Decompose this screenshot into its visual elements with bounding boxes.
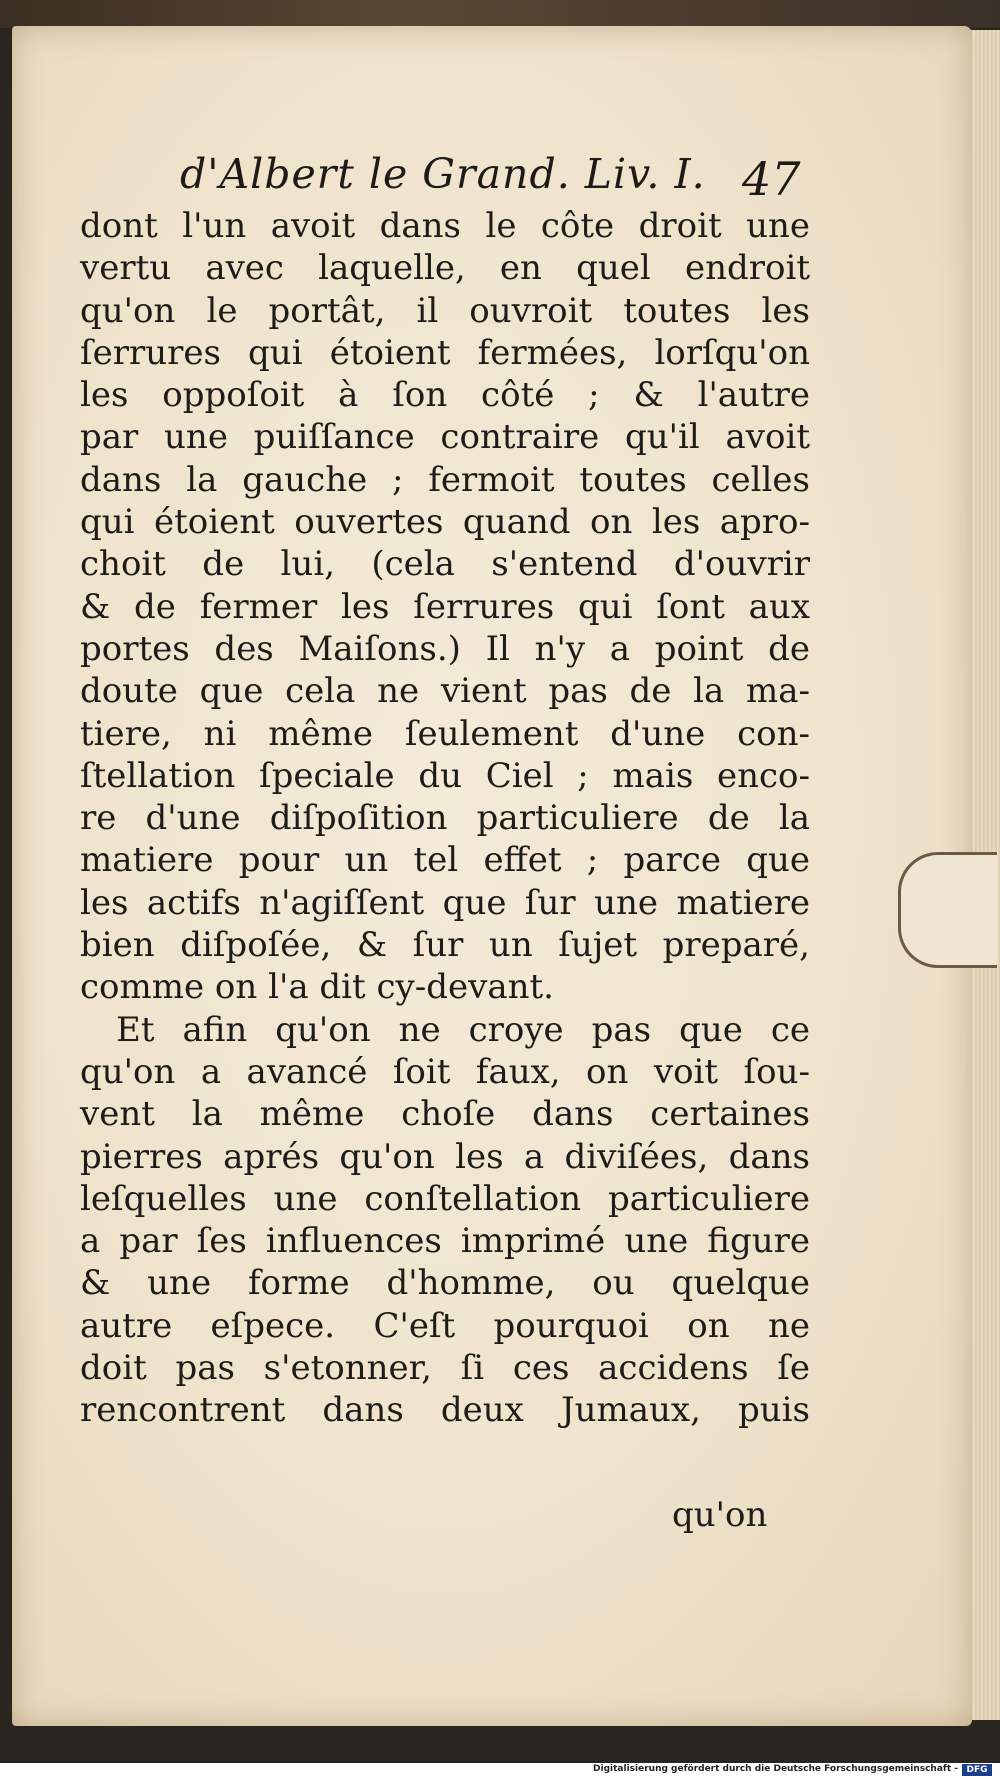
text-line: leſquelles une conſtellation particuliere	[80, 1178, 810, 1219]
text-line: tiere, ni même ſeulement d'une con-	[80, 713, 810, 754]
text-line: choit de lui, (cela s'entend d'ouvrir	[80, 544, 810, 585]
text-line: re d'une diſpoſition particuliere de la	[80, 798, 810, 839]
text-line: les oppoſoit à ſon côté ; & l'autre	[80, 375, 810, 416]
text-line: les actifs n'agiſſent que ſur une matiere	[80, 882, 810, 923]
text-line: par une puiſſance contraire qu'il avoit	[80, 417, 810, 458]
running-head: d'Albert le Grand. Liv. I.	[180, 150, 706, 198]
dfg-logo: DFG	[962, 1764, 992, 1776]
text-line: dans la gauche ; fermoit toutes celles	[80, 459, 810, 500]
catchword: qu'on	[672, 1495, 768, 1535]
text-line: qu'on le portât, il ouvroit toutes les	[80, 290, 810, 331]
funding-note: Digitalisierung gefördert durch die Deutsche Forschungsgemeinschaft -	[593, 1764, 958, 1774]
text-line: bien diſpoſée, & ſur un ſujet preparé,	[80, 925, 810, 966]
text-line: qui étoient ouvertes quand on les apro-	[80, 502, 810, 543]
text-line: vertu avec laquelle, en quel endroit	[80, 248, 810, 289]
text-line: autre eſpece. C'eſt pourquoi on ne	[80, 1305, 810, 1346]
text-line: doit pas s'etonner, ſi ces accidens ſe	[80, 1348, 810, 1389]
text-line: comme on l'a dit cy-devant.	[80, 967, 554, 1008]
book-bottom-edge	[0, 1726, 1000, 1766]
body-text	[80, 205, 810, 1432]
text-line: & de fermer les ſerrures qui ſont aux	[80, 586, 810, 627]
text-line: vent la même choſe dans certaines	[80, 1094, 810, 1135]
thumb-tab	[898, 852, 997, 968]
text-line: matiere pour un tel effet ; parce que	[80, 840, 810, 881]
text-line: doute que cela ne vient pas de la ma-	[80, 671, 810, 712]
text-line: portes des Maiſons.) Il n'y a point de	[80, 628, 810, 669]
text-line: Et afin qu'on ne croye pas que ce	[116, 1009, 810, 1050]
book-top-edge	[0, 0, 1000, 28]
page-number: 47	[742, 152, 801, 206]
text-line: rencontrent dans deux Jumaux, puis	[80, 1390, 810, 1431]
text-line: ſerrures qui étoient fermées, lorſqu'on	[80, 332, 810, 373]
text-line: pierres aprés qu'on les a diviſées, dans	[80, 1136, 810, 1177]
text-line: a par ſes influences imprimé une figure	[80, 1221, 810, 1262]
text-line: ſtellation ſpeciale du Ciel ; mais enco-	[80, 755, 810, 796]
text-line: qu'on a avancé ſoit faux, on voit ſou-	[80, 1051, 810, 1092]
text-line: dont l'un avoit dans le côte droit une	[80, 206, 810, 246]
text-line: & une forme d'homme, ou quelque	[80, 1263, 810, 1304]
